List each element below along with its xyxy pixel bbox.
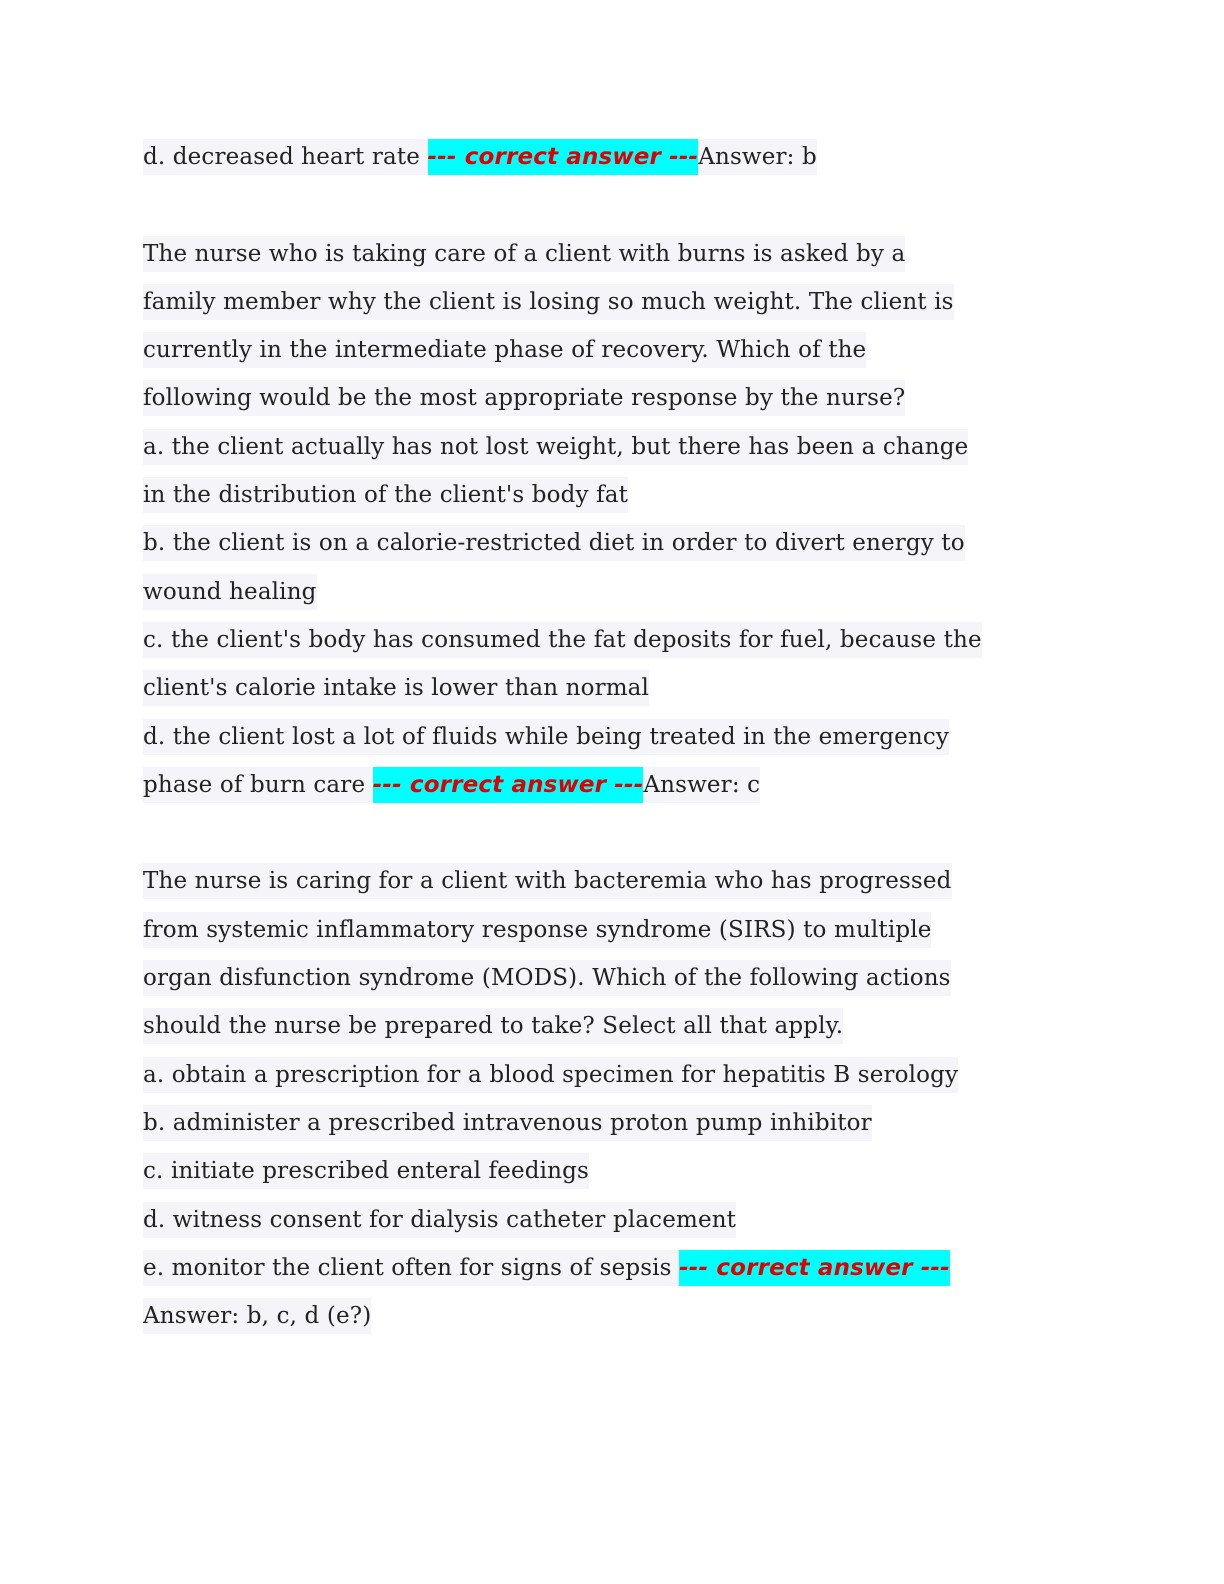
q1-answer-line <box>143 133 1083 181</box>
q3-option-line: d. witness consent for dialysis catheter placement <box>143 1196 1083 1244</box>
q3-option-line: c. initiate prescribed enteral feedings <box>143 1147 1083 1195</box>
spacer <box>143 181 1083 229</box>
q3-stem-line: organ disfunction syndrome (MODS). Which of the following actions <box>143 954 1083 1002</box>
q2-option-line: d. the client lost a lot of fluids while being treated in the emergency <box>143 713 1083 761</box>
q2-option-line: b. the client is on a calorie-restricted diet in order to divert energy to <box>143 519 1083 567</box>
q2-correct-answer-marker: --- correct answer --- <box>373 767 644 803</box>
q3-option-line: b. administer a prescribed intravenous proton pump inhibitor <box>143 1099 1083 1147</box>
q2-option-line: c. the client's body has consumed the fat deposits for fuel, because the <box>143 616 1083 664</box>
q3-option-e: e. monitor the client often for signs of sepsis <box>143 1250 679 1286</box>
q2-stem-line: following would be the most appropriate response by the nurse? <box>143 374 1083 422</box>
q2-option-line: client's calorie intake is lower than normal <box>143 664 1083 712</box>
q1-option-d: d. decreased heart rate <box>143 139 428 175</box>
q1-answer: Answer: b <box>698 139 817 175</box>
q2-option-line: in the distribution of the client's body fat <box>143 471 1083 519</box>
q2-option-line: wound healing <box>143 568 1083 616</box>
q3-stem-line: The nurse is caring for a client with bacteremia who has progressed <box>143 857 1083 905</box>
q3-stem-line: should the nurse be prepared to take? Select all that apply. <box>143 1002 1083 1050</box>
q2-option-line: a. the client actually has not lost weight, but there has been a change <box>143 423 1083 471</box>
q3-option-line: a. obtain a prescription for a blood specimen for hepatitis B serology <box>143 1051 1083 1099</box>
q3-answer: Answer: b, c, d (e?) <box>143 1298 371 1334</box>
q3-answer-line <box>143 1292 1083 1340</box>
q2-answer: Answer: c <box>643 767 760 803</box>
q2-stem-line: currently in the intermediate phase of recovery. Which of the <box>143 326 1083 374</box>
q1-correct-answer-marker: --- correct answer --- <box>428 139 699 175</box>
q2-answer-line <box>143 761 1083 809</box>
q3-correct-answer-marker: --- correct answer --- <box>679 1250 950 1286</box>
q3-stem-line: from systemic inflammatory response syndrome (SIRS) to multiple <box>143 906 1083 954</box>
q3-option-e-line <box>143 1244 1083 1292</box>
q2-stem-line: The nurse who is taking care of a client with burns is asked by a <box>143 230 1083 278</box>
q2-option-d-end: phase of burn care <box>143 767 373 803</box>
document-page <box>143 133 1083 1340</box>
q2-stem-line: family member why the client is losing so much weight. The client is <box>143 278 1083 326</box>
spacer <box>143 809 1083 857</box>
